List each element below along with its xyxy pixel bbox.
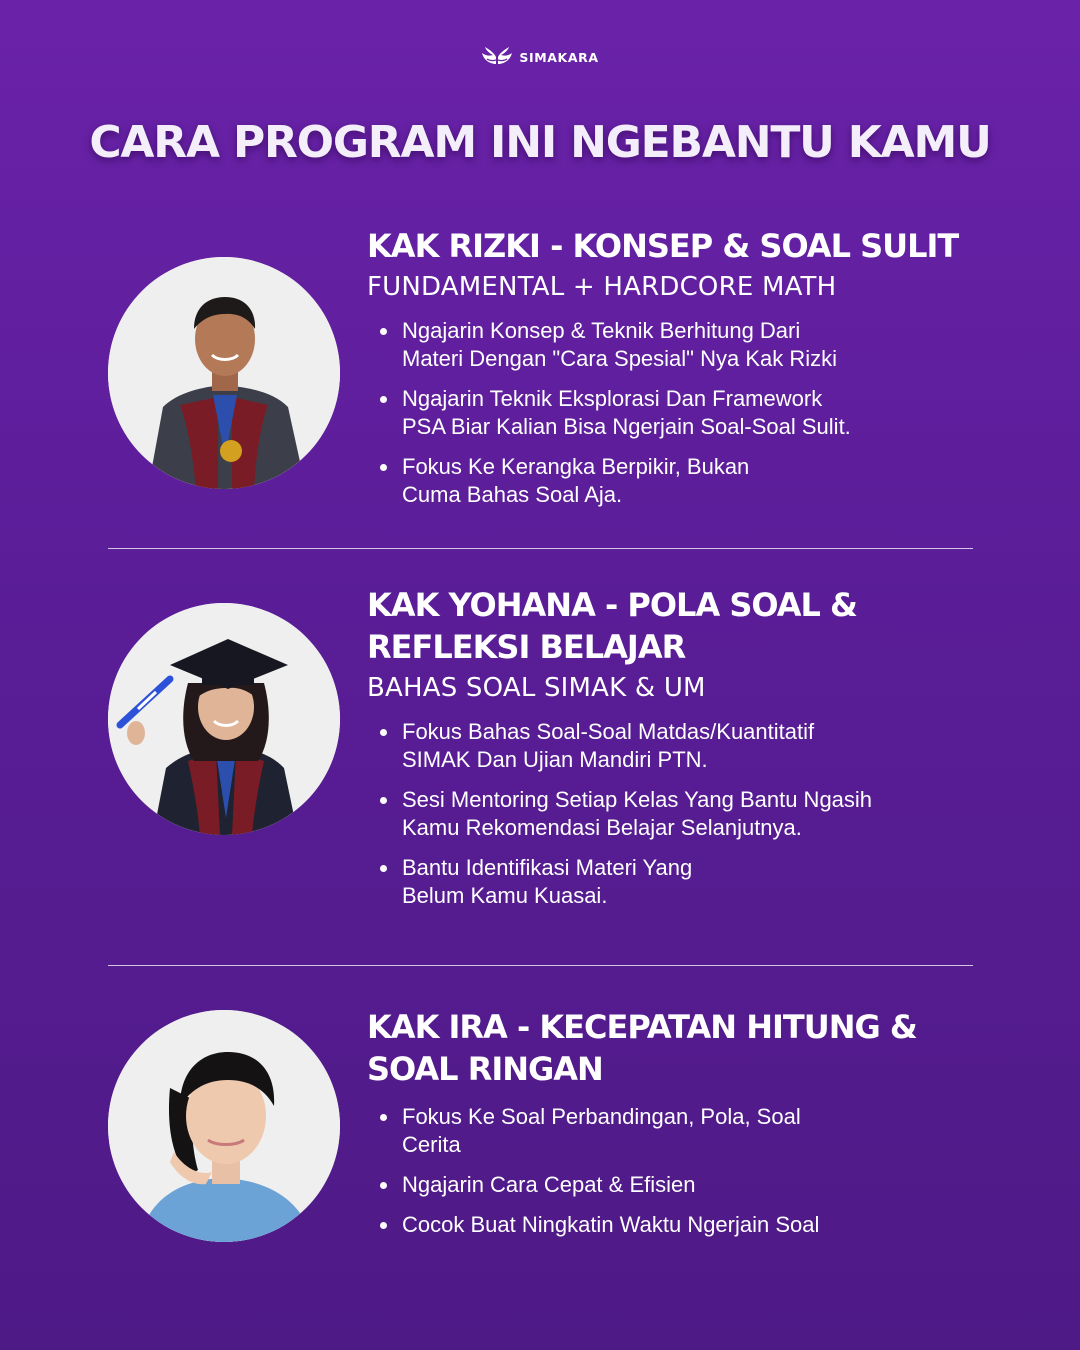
mentor-name-line1: KAK YOHANA - POLA SOAL & bbox=[367, 586, 857, 624]
feature-list bbox=[367, 718, 1027, 910]
mentor-subtitle: BAHAS SOAL SIMAK & UM bbox=[367, 673, 706, 703]
mentor-name-line1: KAK IRA - KECEPATAN HITUNG & bbox=[367, 1008, 917, 1046]
person-photo-icon bbox=[108, 257, 340, 489]
bullet-icon bbox=[380, 464, 387, 471]
bullet-icon bbox=[380, 328, 387, 335]
list-item: Bantu Identifikasi Materi Yang Belum Kamu Kuasai. bbox=[367, 854, 1027, 910]
bullet-icon bbox=[380, 729, 387, 736]
bullet-icon bbox=[380, 1182, 387, 1189]
list-item: Fokus Ke Kerangka Berpikir, Bukan Cuma Bahas Soal Aja. bbox=[367, 453, 1027, 509]
feature-list bbox=[367, 317, 1027, 509]
divider bbox=[108, 965, 973, 966]
brand-logo bbox=[0, 46, 1080, 68]
mentor-name: KAK RIZKI - KONSEP & SOAL SULIT bbox=[367, 227, 959, 265]
list-item: Fokus Ke Soal Perbandingan, Pola, Soal Cerita bbox=[367, 1103, 1027, 1159]
mentor-name-line2: REFLEKSI BELAJAR bbox=[367, 628, 686, 666]
mentor-subtitle: FUNDAMENTAL + HARDCORE MATH bbox=[367, 272, 837, 302]
mentor-photo-ira bbox=[108, 1010, 340, 1242]
bullet-icon bbox=[380, 396, 387, 403]
list-item: Ngajarin Konsep & Teknik Berhitung Dari Materi Dengan "Cara Spesial" Nya Kak Rizki bbox=[367, 317, 1027, 373]
wing-icon bbox=[481, 46, 513, 68]
list-item: Ngajarin Teknik Eksplorasi Dan Framework PSA Biar Kalian Bisa Ngerjain Soal-Soal Sulit. bbox=[367, 385, 1027, 441]
bullet-icon bbox=[380, 797, 387, 804]
page-title: CARA PROGRAM INI NGEBANTU KAMU bbox=[89, 117, 991, 168]
graduate-photo-icon bbox=[108, 603, 340, 835]
list-item: Cocok Buat Ningkatin Waktu Ngerjain Soal bbox=[367, 1211, 1027, 1239]
person-photo-icon bbox=[108, 1010, 340, 1242]
bullet-icon bbox=[380, 1222, 387, 1229]
divider bbox=[108, 548, 973, 549]
list-item: Sesi Mentoring Setiap Kelas Yang Bantu Ngasih Kamu Rekomendasi Belajar Selanjutnya. bbox=[367, 786, 1027, 842]
mentor-photo-rizki bbox=[108, 257, 340, 489]
feature-list bbox=[367, 1103, 1027, 1239]
bullet-icon bbox=[380, 1114, 387, 1121]
list-item: Ngajarin Cara Cepat & Efisien bbox=[367, 1171, 1027, 1199]
mentor-name-line2: SOAL RINGAN bbox=[367, 1050, 603, 1088]
bullet-icon bbox=[380, 865, 387, 872]
mentor-photo-yohana bbox=[108, 603, 340, 835]
list-item: Fokus Bahas Soal-Soal Matdas/Kuantitatif SIMAK Dan Ujian Mandiri PTN. bbox=[367, 718, 1027, 774]
brand-name: SIMAKARA bbox=[519, 49, 599, 65]
